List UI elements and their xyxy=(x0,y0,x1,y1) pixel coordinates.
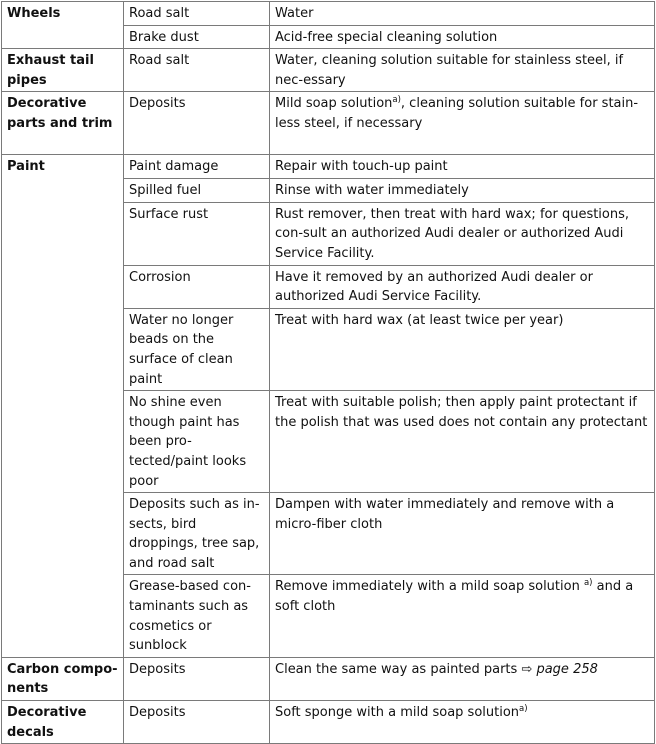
issue-cell: Road salt xyxy=(124,2,270,26)
issue-cell: Deposits xyxy=(124,92,270,155)
issue-cell: Deposits xyxy=(124,657,270,700)
issue-cell: Surface rust xyxy=(124,202,270,265)
remedy-text: , cleaning solution suitable for stain-less steel, if necessary xyxy=(275,96,639,131)
remedy-text: Water, cleaning solution suitable for stainless steel, if nec-essary xyxy=(275,53,624,88)
issue-cell: No shine even though paint has been pro-tected/paint looks poor xyxy=(124,391,270,493)
remedy-cell xyxy=(270,391,655,493)
remedy-text: and a soft cloth xyxy=(275,579,634,615)
remedy-text: Acid-free special cleaning solution xyxy=(275,29,498,45)
part-cell: Decorative decals xyxy=(2,701,124,744)
remedy-text: Rinse with water immediately xyxy=(275,182,469,198)
remedy-text: Soft sponge with a mild soap solution xyxy=(275,705,520,721)
remedy-text: Rust remover, then treat with hard wax; for questions, con-sult an authorized Audi dealer or authorized Audi Service Facility. xyxy=(275,206,630,261)
care-table-body xyxy=(2,2,655,744)
table-row xyxy=(2,2,655,26)
remedy-cell xyxy=(270,92,655,155)
care-table xyxy=(1,1,655,744)
remedy-cell xyxy=(270,25,655,49)
issue-cell: Road salt xyxy=(124,49,270,92)
table-row xyxy=(2,49,655,92)
table-row xyxy=(2,92,655,155)
footnote-marker: a) xyxy=(392,95,401,106)
remedy-cell xyxy=(270,202,655,265)
table-row xyxy=(2,155,655,179)
remedy-text: Mild soap solution xyxy=(275,96,393,112)
remedy-cell xyxy=(270,178,655,202)
remedy-text: Dampen with water immediately and remove with a micro-fiber cloth xyxy=(275,497,615,532)
remedy-cell xyxy=(270,575,655,657)
issue-cell: Deposits such as in-sects, bird droppings, tree sap, and road salt xyxy=(124,493,270,575)
part-cell: Carbon compo-nents xyxy=(2,657,124,700)
issue-cell: Corrosion xyxy=(124,265,270,308)
part-cell: Wheels xyxy=(2,2,124,49)
remedy-cell xyxy=(270,265,655,308)
remedy-cell xyxy=(270,155,655,179)
footnote-marker: a) xyxy=(519,704,528,715)
remedy-text: Treat with hard wax (at least twice per year) xyxy=(275,312,564,328)
part-cell: Decorative parts and trim xyxy=(2,92,124,155)
remedy-text: Remove immediately with a mild soap solution xyxy=(275,579,584,595)
remedy-cell xyxy=(270,493,655,575)
footnote-marker: a) xyxy=(583,578,593,589)
issue-cell: Brake dust xyxy=(124,25,270,49)
remedy-cell xyxy=(270,701,655,744)
remedy-text: Have it removed by an authorized Audi dealer or authorized Audi Service Facility. xyxy=(275,269,593,305)
remedy-text: Repair with touch-up paint xyxy=(275,159,448,175)
remedy-text: Treat with suitable polish; then apply paint protectant if the polish that was used does not contain any protectant xyxy=(275,395,648,430)
table-row xyxy=(2,701,655,744)
page-reference[interactable]: ⇨ page 258 xyxy=(521,661,598,677)
table-row xyxy=(2,657,655,700)
issue-cell: Water no longer beads on the surface of clean paint xyxy=(124,308,270,390)
remedy-cell xyxy=(270,657,655,700)
remedy-text: Clean the same way as painted parts xyxy=(275,661,522,677)
issue-cell: Grease-based con-taminants such as cosmetics or sunblock xyxy=(124,575,270,657)
issue-cell: Deposits xyxy=(124,701,270,744)
remedy-cell xyxy=(270,2,655,26)
part-cell: Exhaust tail pipes xyxy=(2,49,124,92)
remedy-cell xyxy=(270,49,655,92)
issue-cell: Spilled fuel xyxy=(124,178,270,202)
issue-cell: Paint damage xyxy=(124,155,270,179)
remedy-cell xyxy=(270,308,655,390)
remedy-text: Water xyxy=(275,6,314,21)
part-cell: Paint xyxy=(2,155,124,657)
